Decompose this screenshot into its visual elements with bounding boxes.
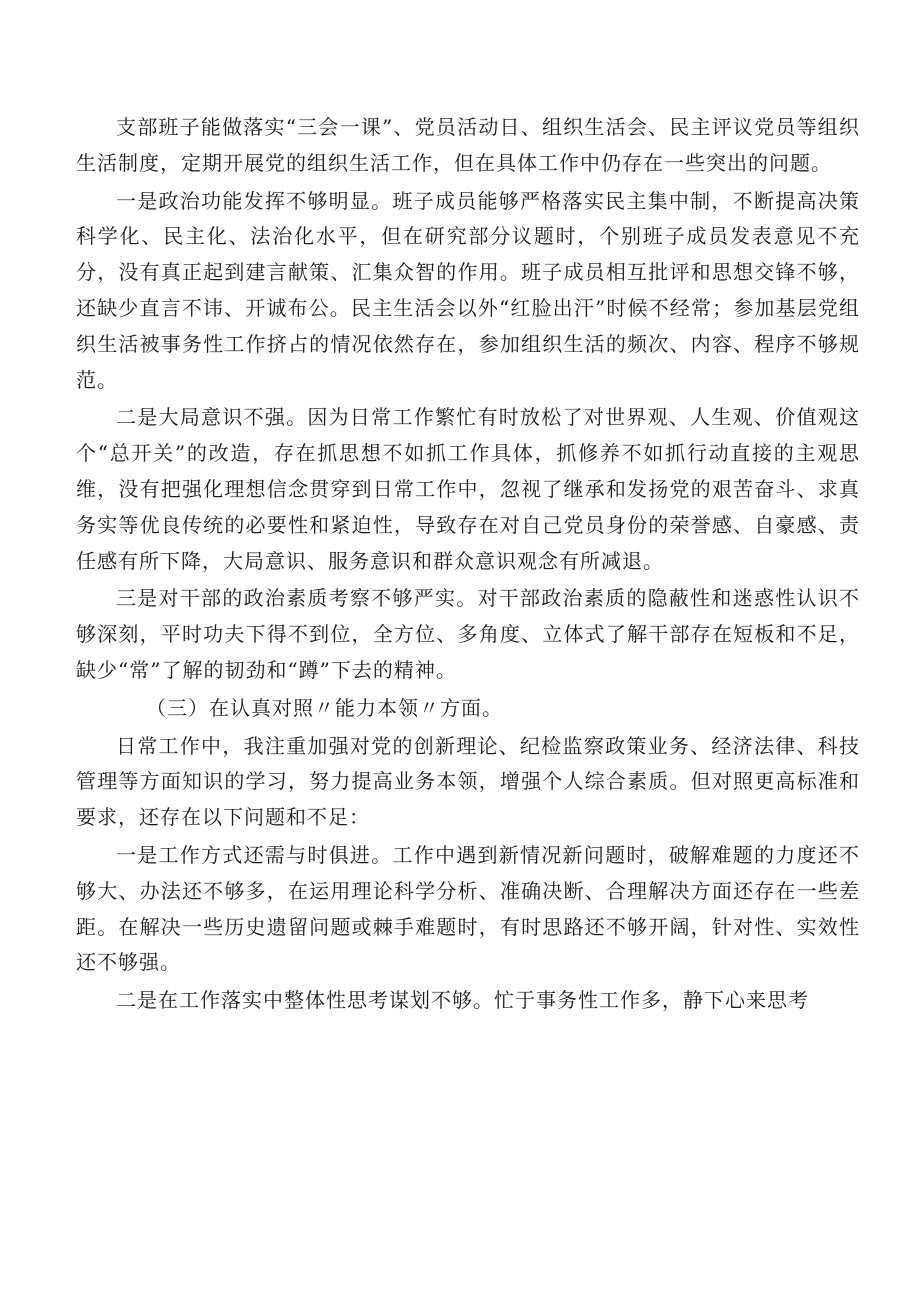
- paragraph-section-intro: 日常工作中，我注重加强对党的创新理论、纪检监察政策业务、经济法律、科技管理等方面知识的学习，努力提高业务本领，增强个人综合素质。但对照更高标准和要求，还存在以下问题和不足：: [76, 733, 860, 830]
- paragraph-point-two: 二是大局意识不强。因为日常工作繁忙有时放松了对世界观、人生观、价值观这个“总开关”的改造，存在抓思想不如抓工作具体，抓修养不如抓行动直接的主观思维，没有把强化理想信念贯穿到日常工作中，忽视了继承和发扬党的艰苦奋斗、求真务实等优良传统的必要性和紧迫性，导致存在对自己党员身份的荣誉感、自豪感、责任感有所下降，大局意识、服务意识和群众意识观念有所减退。: [76, 405, 860, 573]
- document-body: [76, 110, 860, 1021]
- section-heading: （三）在认真对照〃能力本领〃方面。: [146, 695, 503, 720]
- paragraph-point-three: 三是对干部的政治素质考察不够严实。对干部政治素质的隐蔽性和迷惑性认识不够深刻，平时功夫下得不到位，全方位、多角度、立体式了解干部存在短板和不足，缺少“常”了解的韧劲和“蹲”下去的精神。: [76, 586, 860, 682]
- paragraph-intro: 支部班子能做落实“三会一课”、党员活动日、组织生活会、民主评议党员等组织生活制度，定期开展党的组织生活工作，但在具体工作中仍存在一些突出的问题。: [76, 115, 860, 175]
- paragraph-section-point-one: 一是工作方式还需与时俱进。工作中遇到新情况新问题时，破解难题的力度还不够大、办法还不够多，在运用理论科学分析、准确决断、合理解决方面还存在一些差距。在解决一些历史遗留问题或棘手难题时，有时思路还不够开阔，针对性、实效性还不够强。: [76, 842, 860, 975]
- paragraph-point-one: 一是政治功能发挥不够明显。班子成员能够严格落实民主集中制，不断提高决策科学化、民主化、法治化水平，但在研究部分议题时，个别班子成员发表意见不充分，没有真正起到建言献策、汇集众智的作用。班子成员相互批评和思想交锋不够，还缺少直言不讳、开诚布公。民主生活会以外“红脸出汗”时候不经常；参加基层党组织生活被事务性工作挤占的情况依然存在，参加组织生活的频次、内容、程序不够规范。: [76, 188, 860, 392]
- paragraph-section-point-two: 二是在工作落实中整体性思考谋划不够。忙于事务性工作多，静下心来思考: [116, 988, 809, 1013]
